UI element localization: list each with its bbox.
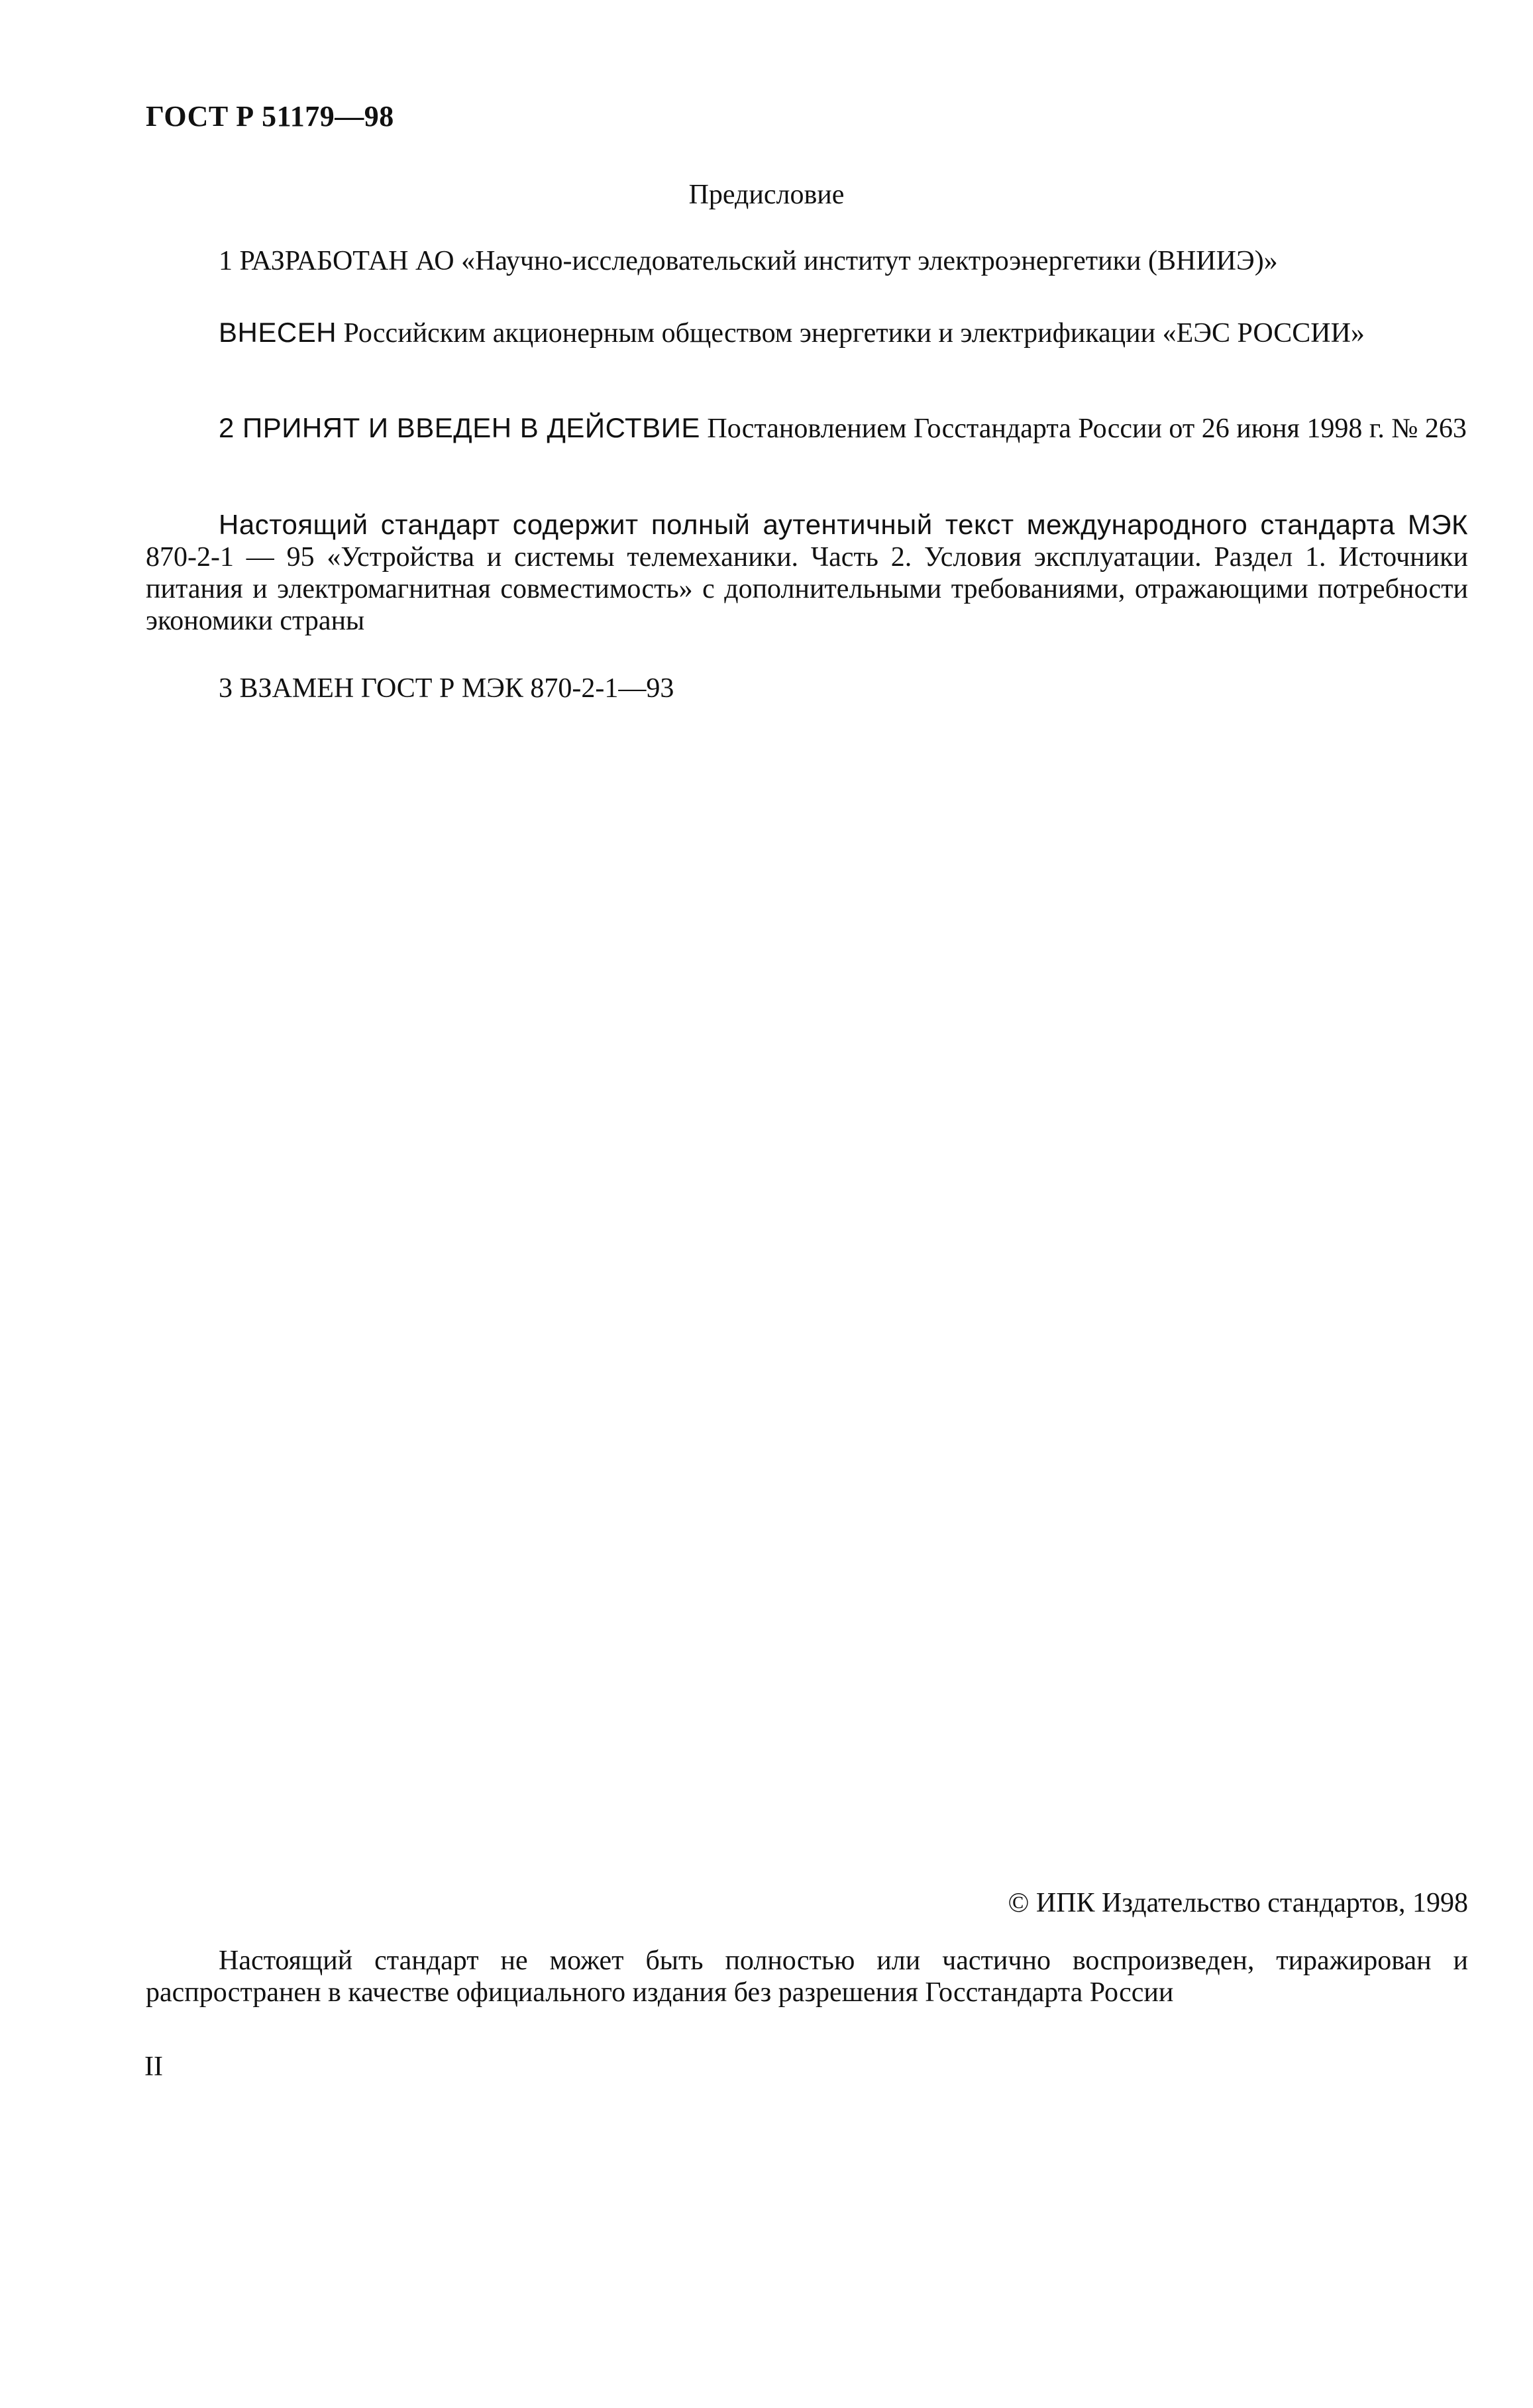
paragraph-introduced-by [146, 317, 1468, 349]
standard-content-lead: Настоящий стандарт содержит полный аутентичный текст международного стандарта МЭК [219, 509, 1468, 540]
introduced-text: Российским акционерным обществом энергетики и электрификации «ЕЭС РОССИИ» [337, 318, 1365, 349]
paragraph-developed-by [146, 245, 1468, 277]
introduced-label: ВНЕСЕН [219, 317, 337, 348]
paragraph-standard-content [146, 509, 1468, 637]
reproduction-notice: Настоящий стандарт не может быть полностью или частично воспроизведен, тиражирован и распространен в качестве официального издания без разрешения Госстандарта России [146, 1945, 1468, 2008]
paragraph-replaces [146, 673, 1468, 704]
section-title: Предисловие [688, 180, 845, 210]
page-number: II [144, 2052, 163, 2082]
paragraph-adopted [146, 412, 1468, 445]
copyright-line: © ИПК Издательство стандартов, 1998 [1008, 1888, 1468, 1918]
standard-content-text: 870-2-1 — 95 «Устройства и системы телемеханики. Часть 2. Условия эксплуатации. Раздел 1. Источники питания и электромагнитная совместимость» с дополнительными требованиями, отражающими потребности экономики страны [146, 542, 1468, 636]
adopted-label: 2 ПРИНЯТ И ВВЕДЕН В ДЕЙСТВИЕ [219, 412, 700, 443]
replaces-text: 3 ВЗАМЕН ГОСТ Р МЭК 870-2-1—93 [219, 673, 674, 704]
document-code: ГОСТ Р 51179—98 [146, 100, 394, 133]
adopted-text: Постановлением Госстандарта России от 26 июня 1998 г. № 263 [700, 413, 1467, 444]
developed-by-text: 1 РАЗРАБОТАН АО «Научно-исследовательский институт электроэнергетики (ВНИИЭ)» [219, 246, 1278, 276]
